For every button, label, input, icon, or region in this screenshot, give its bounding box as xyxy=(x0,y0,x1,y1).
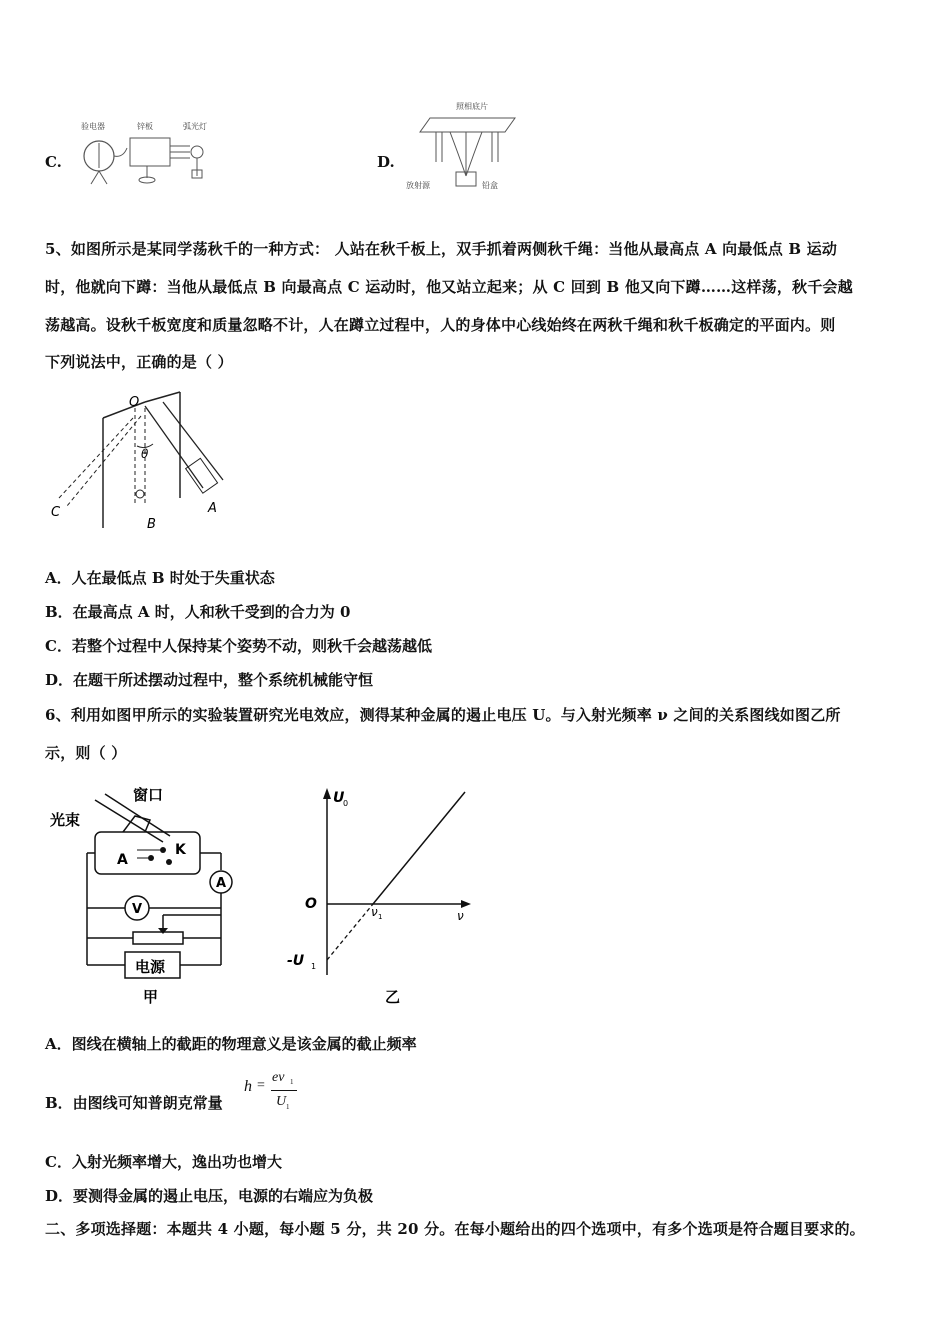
power-label: 电源 xyxy=(135,958,166,976)
circuit-figure-jia xyxy=(45,780,245,1010)
y-axis-label: U xyxy=(333,790,345,806)
arc-lamp-icon xyxy=(191,146,203,158)
origin-label: O xyxy=(305,896,317,912)
option-d-figure xyxy=(400,98,525,193)
q5-line-1: 5、如图所示是某同学荡秋千的一种方式： 人站在秋千板上，双手抓着两侧秋千绳：当他从最高点 A 向最低点 B 运动 xyxy=(45,240,838,258)
rheostat-icon xyxy=(133,932,183,944)
electrode-a-label: A xyxy=(117,852,128,868)
svg-text:0: 0 xyxy=(343,799,349,808)
fig-c-lamp-label: 弧光灯 xyxy=(183,122,207,131)
light-beam-icon xyxy=(95,800,163,842)
fig-d-leadbox-label: 铅盒 xyxy=(482,181,498,190)
fig-d-film-label: 照相底片 xyxy=(456,102,488,111)
caption-yi: 乙 xyxy=(385,988,401,1006)
graph-line-dashed xyxy=(327,904,373,960)
electrode-k-label: K xyxy=(175,842,186,858)
voltmeter-label: V xyxy=(132,902,143,917)
q5-option-a: A．人在最低点 B 时处于失重状态 xyxy=(45,569,275,587)
option-c-label: C. xyxy=(45,153,62,171)
svg-text:1: 1 xyxy=(378,913,383,921)
q6-option-b: B．由图线可知普朗克常量 xyxy=(45,1094,223,1112)
option-d-label: D. xyxy=(377,153,395,171)
ammeter-label: A xyxy=(216,876,227,891)
fig-c-zinc-label: 锌板 xyxy=(137,122,153,131)
q6-option-c: C．入射光频率增大，逸出功也增大 xyxy=(45,1153,282,1171)
q5-line-4: 下列说法中，正确的是（ ） xyxy=(45,353,233,371)
section-2-heading: 二、多项选择题：本题共 4 小题，每小题 5 分，共 20 分。在每小题给出的四个选项中，有多个选项是符合题目要求的。 xyxy=(45,1220,865,1238)
angle-theta-label: θ xyxy=(141,447,149,461)
fig-c-electroscope-label: 验电器 xyxy=(81,122,105,131)
q5-line-2: 时，他就向下蹲：当他从最低点 B 向最高点 C 运动时，他又站立起来；从 C 回到 B 他又向下蹲……这样荡，秋千会越 xyxy=(45,278,853,296)
fig-d-source-label: 放射源 xyxy=(406,181,430,190)
nu1-label: ν xyxy=(371,905,378,919)
window-label: 窗口 xyxy=(133,786,164,804)
q6-line-2: 示，则（ ） xyxy=(45,744,127,762)
neg-u1-label: -U xyxy=(287,953,305,969)
point-o-label: O xyxy=(129,395,140,410)
swing-figure xyxy=(45,388,245,538)
q6-option-d: D．要测得金属的遏止电压，电源的右端应为负极 xyxy=(45,1187,374,1205)
beam-label: 光束 xyxy=(50,811,81,829)
q6-line-1: 6、利用如图甲所示的实验装置研究光电效应，测得某种金属的遏止电压 U。与入射光频率 ν 之间的关系图线如图乙所 xyxy=(45,706,841,724)
q5-option-d: D．在题干所述摆动过程中，整个系统机械能守恒 xyxy=(45,671,374,689)
planck-formula: h = eν 1 U 1 xyxy=(244,1070,304,1120)
option-c-figure xyxy=(75,118,225,193)
graph-figure-yi xyxy=(285,780,485,1010)
q6-option-a: A．图线在横轴上的截距的物理意义是该金属的截止频率 xyxy=(45,1035,417,1053)
q5-line-3: 荡越高。设秋千板宽度和质量忽略不计，人在蹲立过程中，人的身体中心线始终在两秋千绳和秋千板确定的平面内。则 xyxy=(45,316,836,334)
q5-option-b: B．在最高点 A 时，人和秋千受到的合力为 0 xyxy=(45,603,351,621)
q5-option-c: C．若整个过程中人保持某个姿势不动，则秋千会越荡越低 xyxy=(45,637,432,655)
point-b-label: B xyxy=(147,517,156,532)
svg-text:1: 1 xyxy=(311,962,317,971)
graph-line xyxy=(373,792,465,904)
zinc-plate-icon xyxy=(130,138,170,166)
person-b-icon xyxy=(136,490,144,498)
point-c-label: C xyxy=(51,505,61,520)
photo-film-icon xyxy=(420,118,515,132)
person-a-icon xyxy=(186,458,218,493)
caption-jia: 甲 xyxy=(143,988,159,1006)
point-a-label: A xyxy=(208,501,217,516)
x-axis-label: ν xyxy=(457,909,464,923)
